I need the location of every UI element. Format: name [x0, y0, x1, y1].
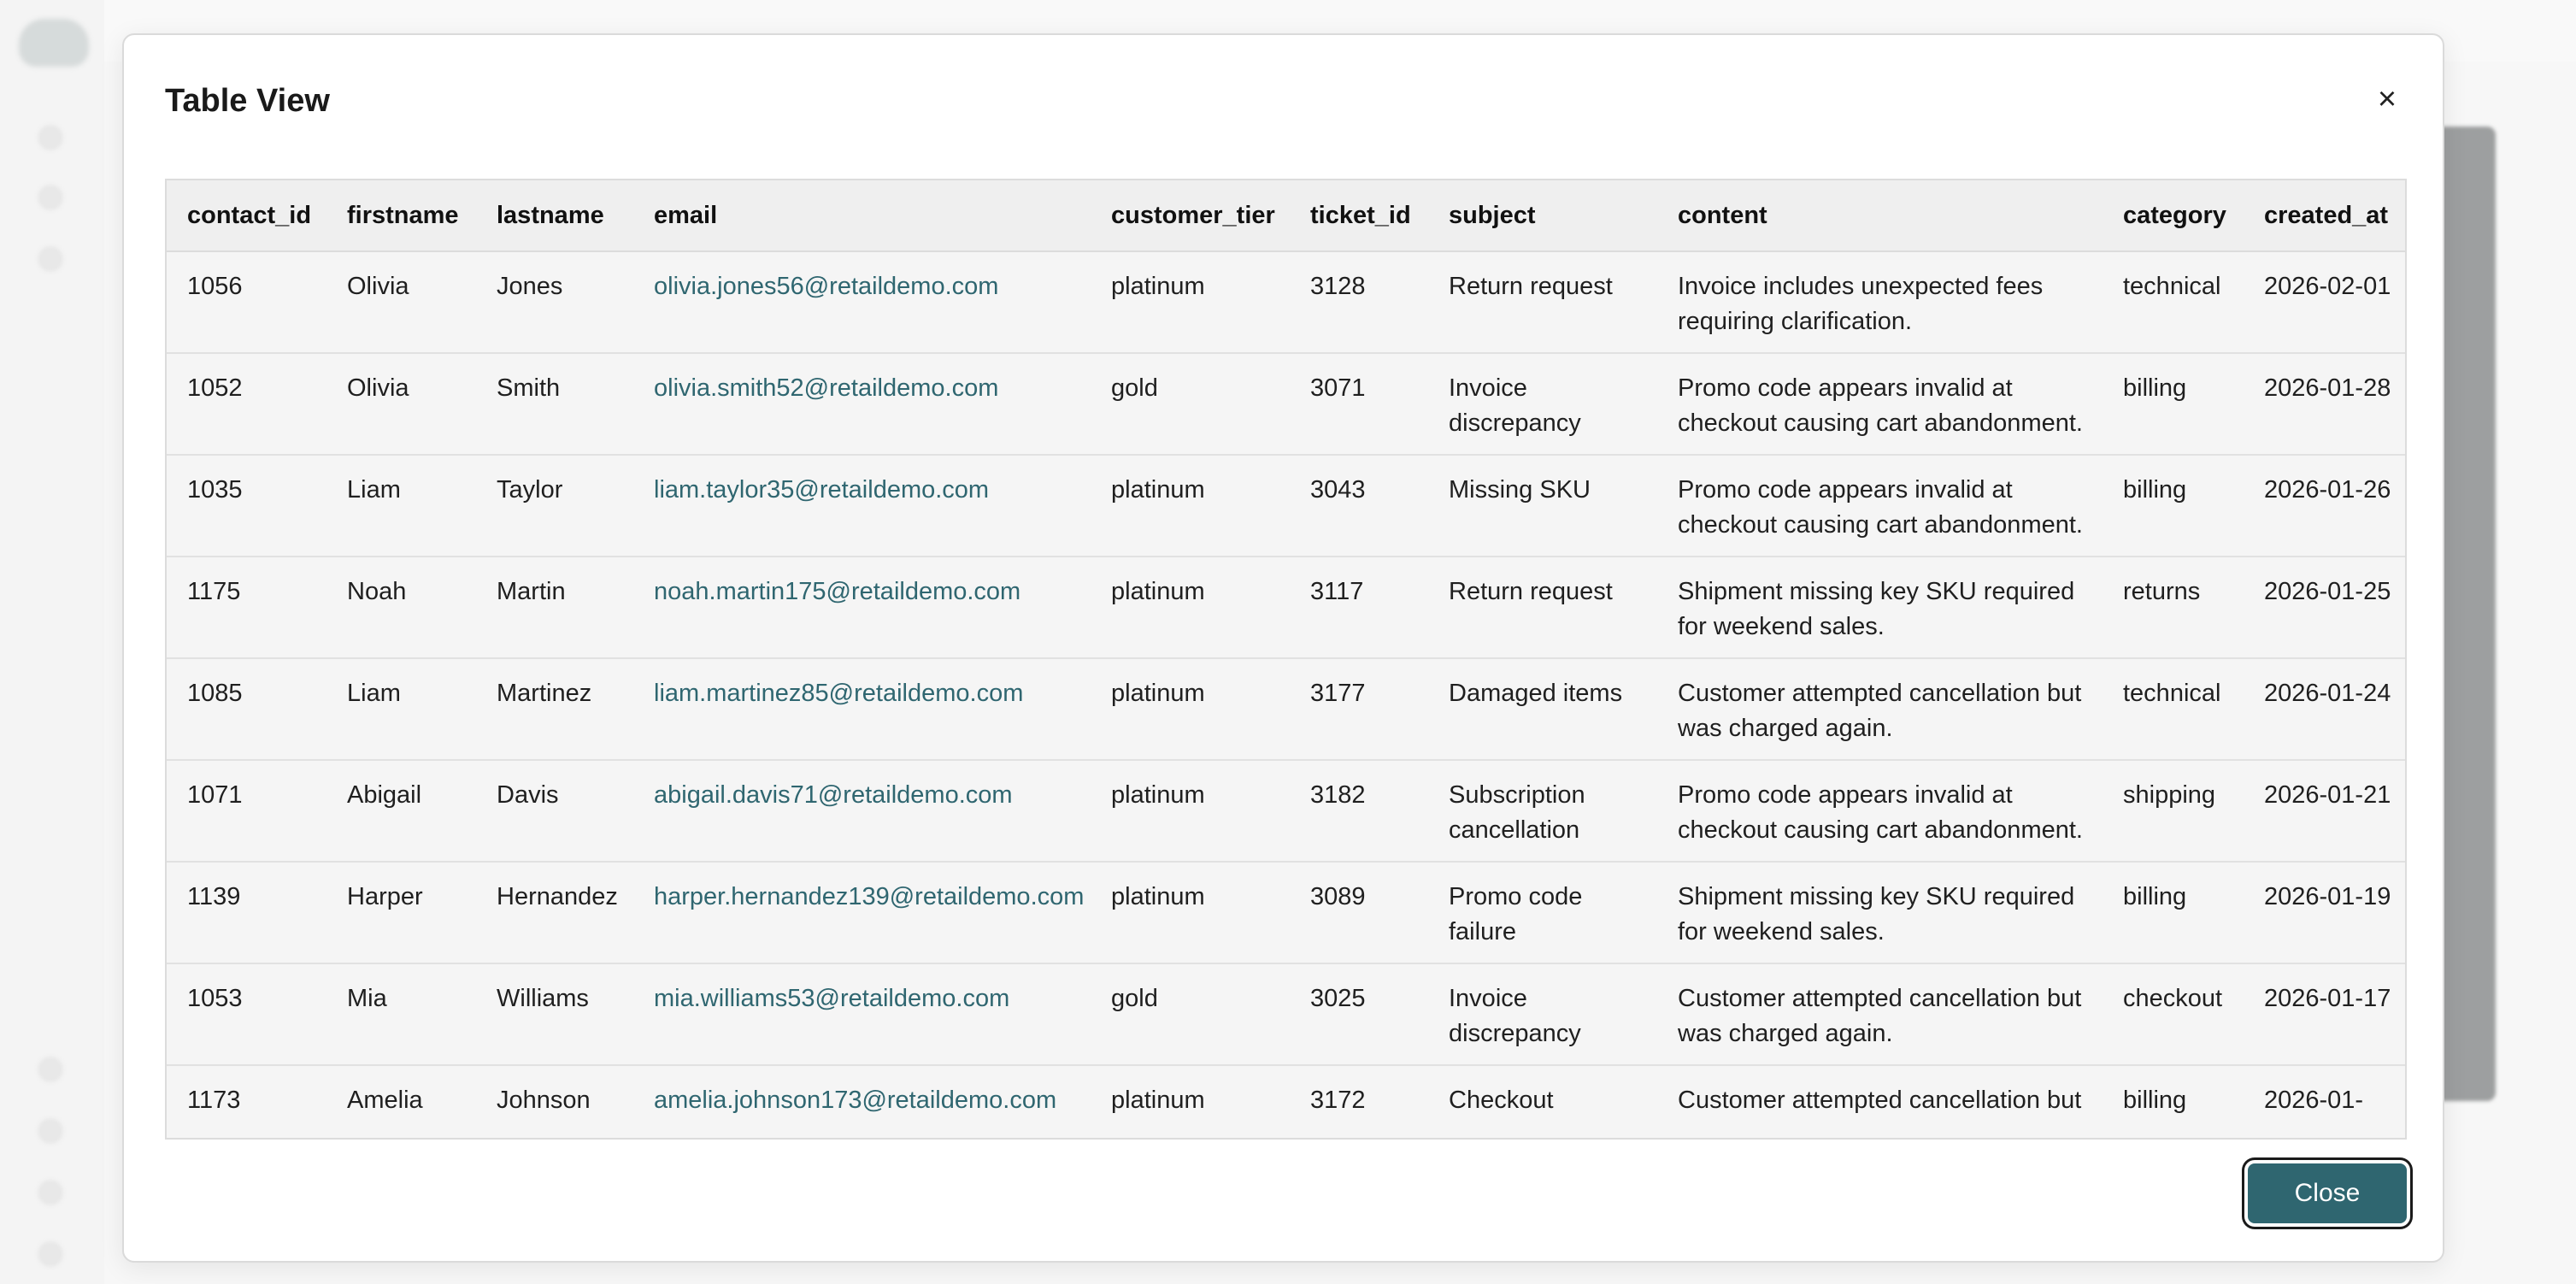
data-table-container[interactable] — [165, 179, 2407, 1140]
cell-ticket-id: 3117 — [1290, 557, 1428, 658]
cell-firstname: Mia — [326, 963, 476, 1065]
cell-lastname: Williams — [476, 963, 633, 1065]
cell-lastname: Martinez — [476, 658, 633, 760]
table-row — [167, 963, 2407, 1065]
cell-created-at: 2026-01-26 — [2244, 455, 2407, 557]
cell-created-at: 2026-01-25 — [2244, 557, 2407, 658]
cell-ticket-id: 3025 — [1290, 963, 1428, 1065]
table-row — [167, 353, 2407, 455]
cell-customer-tier: platinum — [1091, 658, 1290, 760]
cell-content: Customer attempted cancellation but was charged again. — [1657, 963, 2103, 1065]
cell-lastname: Taylor — [476, 455, 633, 557]
cell-customer-tier: platinum — [1091, 862, 1290, 963]
cell-category: technical — [2103, 658, 2244, 760]
cell-category: technical — [2103, 251, 2244, 353]
cell-lastname: Davis — [476, 760, 633, 862]
data-table — [167, 180, 2407, 1140]
cell-contact-id: 1056 — [167, 251, 326, 353]
cell-ticket-id: 3071 — [1290, 353, 1428, 455]
cell-lastname: Hernandez — [476, 862, 633, 963]
cell-customer-tier: gold — [1091, 963, 1290, 1065]
cell-content: Promo code appears invalid at checkout causing cart abandonment. — [1657, 760, 2103, 862]
cell-contact-id: 1085 — [167, 658, 326, 760]
cell-email-link[interactable]: noah.martin175@retaildemo.com — [633, 557, 1091, 658]
cell-email-link[interactable]: liam.martinez85@retaildemo.com — [633, 658, 1091, 760]
cell-email-link[interactable]: harper.hernandez139@retaildemo.com — [633, 862, 1091, 963]
column-header-category[interactable]: category — [2103, 180, 2244, 251]
table-row — [167, 251, 2407, 353]
cell-lastname: Smith — [476, 353, 633, 455]
table-row — [167, 862, 2407, 963]
cell-subject: Invoice discrepancy — [1428, 353, 1657, 455]
column-header-ticket-id[interactable]: ticket_id — [1290, 180, 1428, 251]
cell-subject: Missing SKU — [1428, 455, 1657, 557]
cell-firstname: Liam — [326, 455, 476, 557]
cell-content: Customer attempted cancellation but was charged again. — [1657, 658, 2103, 760]
cell-email-link[interactable]: mia.williams53@retaildemo.com — [633, 963, 1091, 1065]
cell-lastname: Johnson — [476, 1065, 633, 1140]
cell-category: billing — [2103, 862, 2244, 963]
cell-contact-id: 1173 — [167, 1065, 326, 1140]
cell-contact-id: 1053 — [167, 963, 326, 1065]
cell-contact-id: 1175 — [167, 557, 326, 658]
column-header-customer-tier[interactable]: customer_tier — [1091, 180, 1290, 251]
cell-created-at: 2026-01-21 — [2244, 760, 2407, 862]
cell-ticket-id: 3182 — [1290, 760, 1428, 862]
close-icon[interactable]: × — [2366, 78, 2408, 121]
cell-category: shipping — [2103, 760, 2244, 862]
table-row — [167, 455, 2407, 557]
cell-customer-tier: platinum — [1091, 760, 1290, 862]
cell-ticket-id: 3089 — [1290, 862, 1428, 963]
table-row — [167, 760, 2407, 862]
cell-ticket-id: 3177 — [1290, 658, 1428, 760]
cell-subject: Return request — [1428, 251, 1657, 353]
cell-ticket-id: 3043 — [1290, 455, 1428, 557]
cell-customer-tier: platinum — [1091, 455, 1290, 557]
column-header-firstname[interactable]: firstname — [326, 180, 476, 251]
column-header-email[interactable]: email — [633, 180, 1091, 251]
cell-subject: Damaged items — [1428, 658, 1657, 760]
cell-created-at: 2026-01-24 — [2244, 658, 2407, 760]
cell-email-link[interactable]: amelia.johnson173@retaildemo.com — [633, 1065, 1091, 1140]
cell-subject: Checkout — [1428, 1065, 1657, 1140]
cell-contact-id: 1071 — [167, 760, 326, 862]
cell-customer-tier: platinum — [1091, 557, 1290, 658]
table-view-modal — [122, 33, 2444, 1263]
cell-lastname: Jones — [476, 251, 633, 353]
cell-subject: Subscription cancellation — [1428, 760, 1657, 862]
cell-firstname: Olivia — [326, 353, 476, 455]
cell-email-link[interactable]: olivia.jones56@retaildemo.com — [633, 251, 1091, 353]
cell-customer-tier: gold — [1091, 353, 1290, 455]
cell-firstname: Harper — [326, 862, 476, 963]
cell-content: Shipment missing key SKU required for weekend sales. — [1657, 862, 2103, 963]
close-button[interactable]: Close — [2248, 1163, 2407, 1223]
cell-contact-id: 1052 — [167, 353, 326, 455]
cell-customer-tier: platinum — [1091, 251, 1290, 353]
cell-customer-tier: platinum — [1091, 1065, 1290, 1140]
cell-created-at: 2026-01-17 — [2244, 963, 2407, 1065]
cell-created-at: 2026-01-19 — [2244, 862, 2407, 963]
cell-category: billing — [2103, 353, 2244, 455]
cell-email-link[interactable]: abigail.davis71@retaildemo.com — [633, 760, 1091, 862]
cell-contact-id: 1139 — [167, 862, 326, 963]
cell-contact-id: 1035 — [167, 455, 326, 557]
cell-category: returns — [2103, 557, 2244, 658]
cell-content: Shipment missing key SKU required for weekend sales. — [1657, 557, 2103, 658]
cell-content: Promo code appears invalid at checkout causing cart abandonment. — [1657, 455, 2103, 557]
cell-firstname: Abigail — [326, 760, 476, 862]
cell-created-at: 2026-01- — [2244, 1065, 2407, 1140]
cell-firstname: Amelia — [326, 1065, 476, 1140]
column-header-subject[interactable]: subject — [1428, 180, 1657, 251]
cell-firstname: Liam — [326, 658, 476, 760]
cell-content: Invoice includes unexpected fees requiring clarification. — [1657, 251, 2103, 353]
table-row — [167, 1065, 2407, 1140]
column-header-content[interactable]: content — [1657, 180, 2103, 251]
cell-email-link[interactable]: olivia.smith52@retaildemo.com — [633, 353, 1091, 455]
cell-ticket-id: 3172 — [1290, 1065, 1428, 1140]
cell-firstname: Olivia — [326, 251, 476, 353]
cell-created-at: 2026-01-28 — [2244, 353, 2407, 455]
cell-ticket-id: 3128 — [1290, 251, 1428, 353]
cell-category: billing — [2103, 455, 2244, 557]
cell-subject: Invoice discrepancy — [1428, 963, 1657, 1065]
cell-firstname: Noah — [326, 557, 476, 658]
column-header-lastname[interactable]: lastname — [476, 180, 633, 251]
cell-category: checkout — [2103, 963, 2244, 1065]
cell-lastname: Martin — [476, 557, 633, 658]
cell-category: billing — [2103, 1065, 2244, 1140]
cell-created-at: 2026-02-01 — [2244, 251, 2407, 353]
cell-subject: Promo code failure — [1428, 862, 1657, 963]
table-header-row — [167, 180, 2407, 251]
table-row — [167, 658, 2407, 760]
column-header-contact-id[interactable]: contact_id — [167, 180, 326, 251]
column-header-created-at[interactable]: created_at — [2244, 180, 2407, 251]
cell-email-link[interactable]: liam.taylor35@retaildemo.com — [633, 455, 1091, 557]
cell-content: Customer attempted cancellation but — [1657, 1065, 2103, 1140]
table-row — [167, 557, 2407, 658]
modal-title: Table View — [165, 83, 330, 119]
cell-content: Promo code appears invalid at checkout causing cart abandonment. — [1657, 353, 2103, 455]
cell-subject: Return request — [1428, 557, 1657, 658]
